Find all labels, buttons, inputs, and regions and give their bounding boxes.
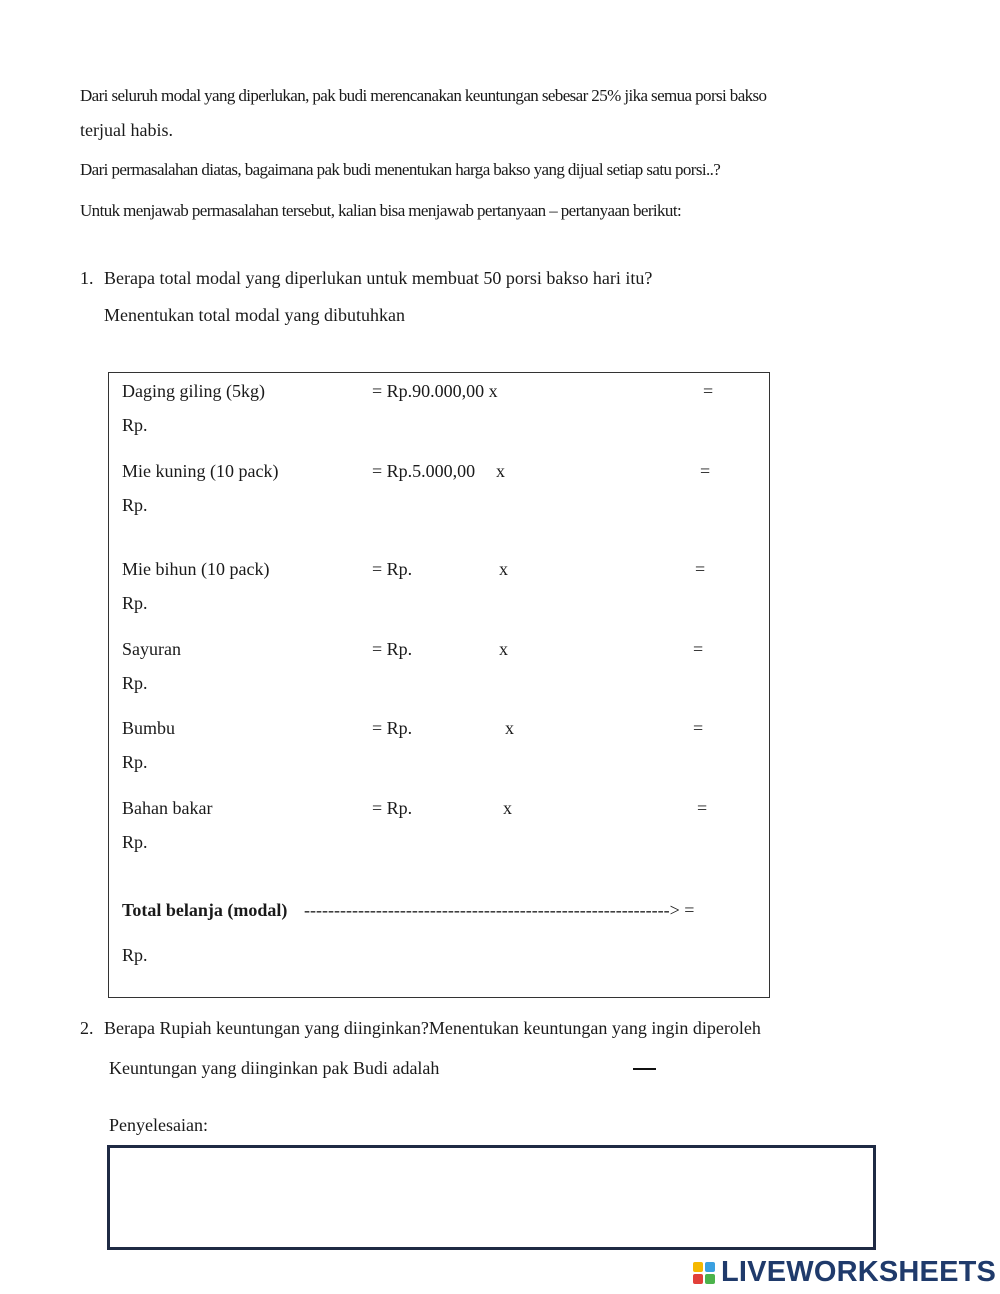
row-5-result: Rp. bbox=[122, 752, 148, 772]
question-1-text: Berapa total modal yang diperlukan untuk membuat 50 porsi bakso hari itu? bbox=[104, 268, 653, 288]
question-2-subtext: Keuntungan yang diinginkan pak Budi adalah bbox=[109, 1058, 440, 1078]
row-2-times: x bbox=[496, 461, 505, 481]
intro-line-3: Dari permasalahan diatas, bagaimana pak budi menentukan harga bakso yang dijual setiap satu porsi..? bbox=[80, 160, 721, 179]
row-1-equals: = bbox=[703, 381, 714, 401]
row-4-times: x bbox=[499, 639, 508, 659]
logo-grid-icon bbox=[693, 1262, 715, 1284]
total-arrow: -------------------------------------------------------------> = bbox=[304, 900, 695, 920]
logo-square-2 bbox=[705, 1262, 715, 1272]
solution-label: Penyelesaian: bbox=[109, 1115, 208, 1135]
liveworksheets-logo bbox=[693, 1256, 996, 1289]
row-2-result: Rp. bbox=[122, 495, 148, 515]
row-5-price: = Rp. bbox=[372, 718, 413, 738]
answer-textbox[interactable] bbox=[107, 1145, 876, 1250]
fraction-line bbox=[633, 1068, 656, 1070]
row-4-price: = Rp. bbox=[372, 639, 413, 659]
row-5-equals: = bbox=[693, 718, 704, 738]
question-1-subtext: Menentukan total modal yang dibutuhkan bbox=[104, 305, 405, 325]
row-3-item: Mie bihun (10 pack) bbox=[122, 559, 270, 579]
question-1-number: 1. bbox=[80, 268, 94, 288]
row-4-result: Rp. bbox=[122, 673, 148, 693]
row-1-price: = Rp.90.000,00 x bbox=[372, 381, 498, 401]
question-2-text: Berapa Rupiah keuntungan yang diinginkan?Menentukan keuntungan yang ingin diperoleh bbox=[104, 1018, 761, 1038]
row-2-price: = Rp.5.000,00 bbox=[372, 461, 476, 481]
row-6-item: Bahan bakar bbox=[122, 798, 213, 818]
row-2-item: Mie kuning (10 pack) bbox=[122, 461, 279, 481]
row-6-equals: = bbox=[697, 798, 708, 818]
intro-line-2: terjual habis. bbox=[80, 120, 173, 140]
total-label: Total belanja (modal) bbox=[122, 900, 288, 920]
intro-line-4: Untuk menjawab permasalahan tersebut, kalian bisa menjawab pertanyaan – pertanyaan berikut: bbox=[80, 201, 682, 220]
row-3-times: x bbox=[499, 559, 508, 579]
row-3-result: Rp. bbox=[122, 593, 148, 613]
question-2-number: 2. bbox=[80, 1018, 94, 1038]
intro-line-1: Dari seluruh modal yang diperlukan, pak budi merencanakan keuntungan sebesar 25% jika semua porsi bakso bbox=[80, 86, 767, 105]
row-3-equals: = bbox=[695, 559, 706, 579]
row-6-result: Rp. bbox=[122, 832, 148, 852]
logo-text: LIVEWORKSHEETS bbox=[721, 1256, 997, 1288]
row-1-item: Daging giling (5kg) bbox=[122, 381, 265, 401]
row-6-times: x bbox=[503, 798, 512, 818]
row-4-equals: = bbox=[693, 639, 704, 659]
row-5-item: Bumbu bbox=[122, 718, 176, 738]
row-1-result: Rp. bbox=[122, 415, 148, 435]
logo-square-3 bbox=[693, 1274, 703, 1284]
total-result: Rp. bbox=[122, 945, 148, 965]
row-2-equals: = bbox=[700, 461, 711, 481]
logo-square-1 bbox=[693, 1262, 703, 1272]
row-3-price: = Rp. bbox=[372, 559, 413, 579]
logo-square-4 bbox=[705, 1274, 715, 1284]
row-4-item: Sayuran bbox=[122, 639, 181, 659]
row-6-price: = Rp. bbox=[372, 798, 413, 818]
row-5-times: x bbox=[505, 718, 514, 738]
